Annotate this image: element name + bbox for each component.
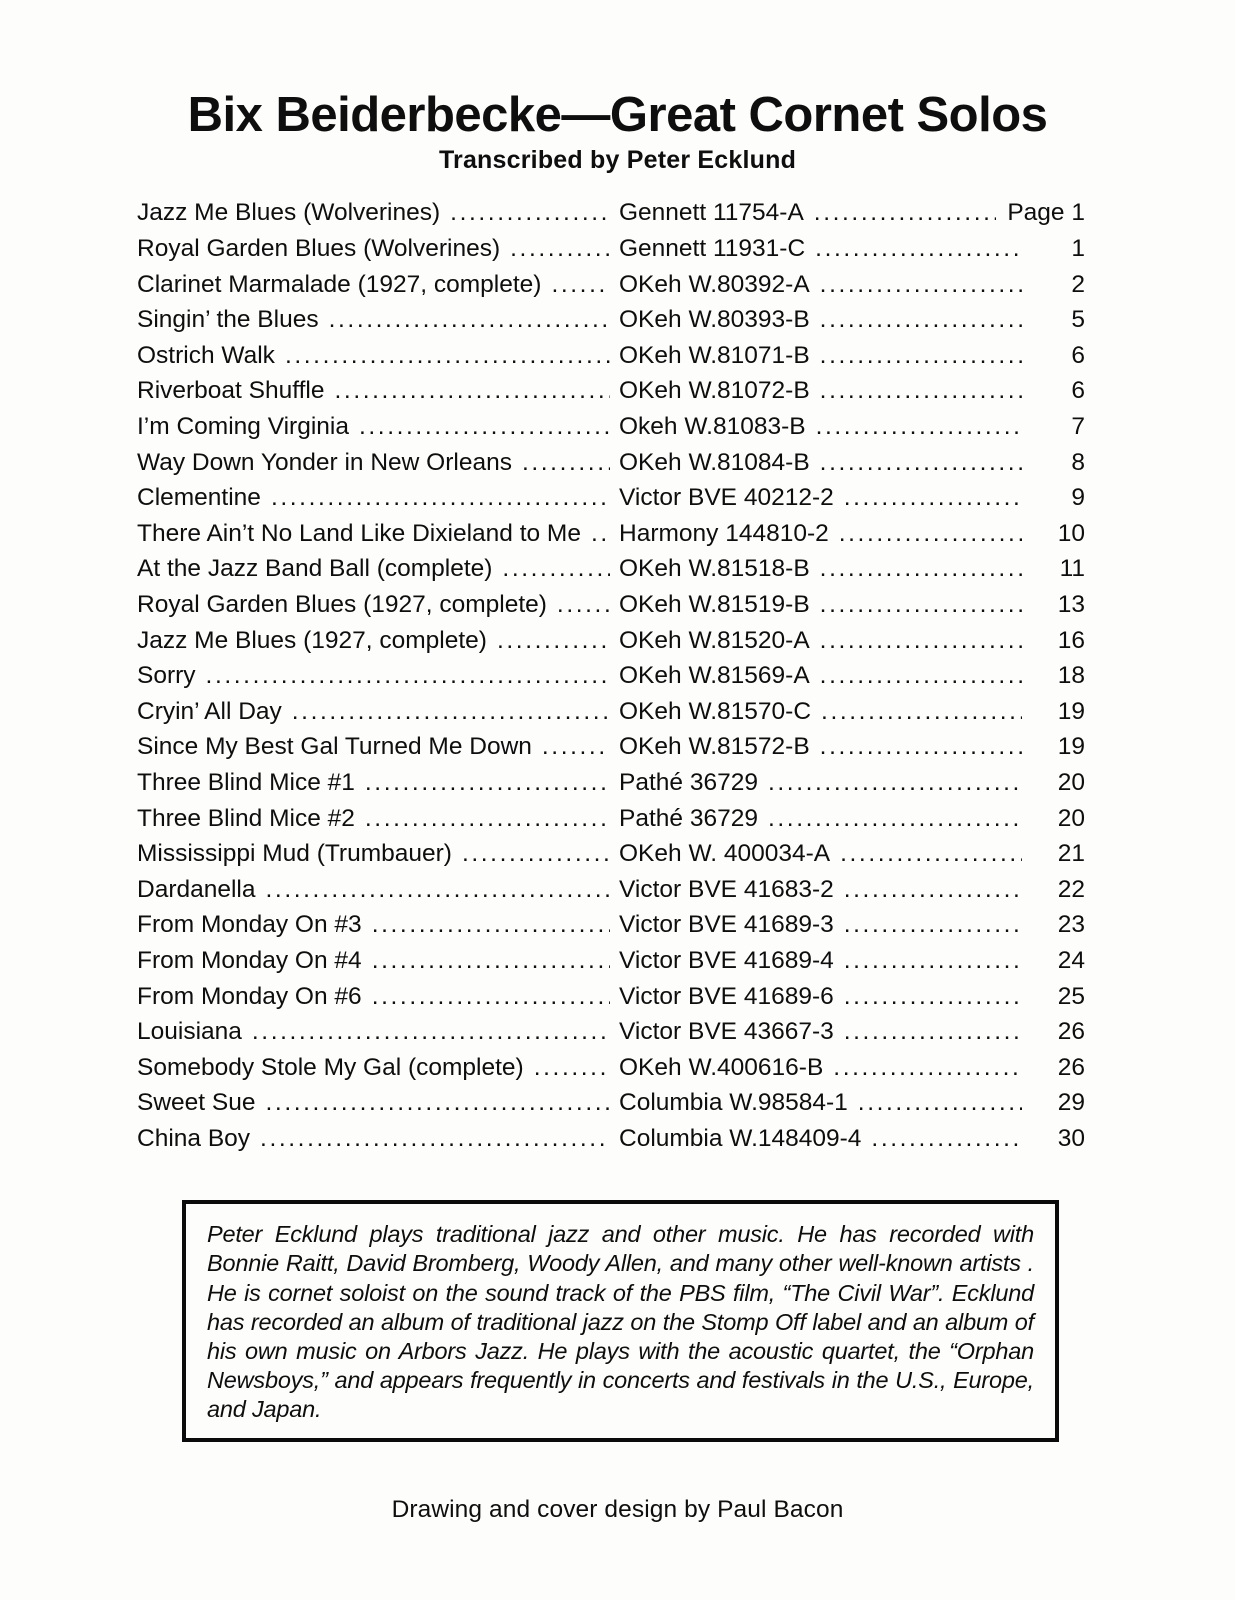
song-title: Dardanella [137, 875, 256, 903]
toc-record-column [619, 805, 1031, 833]
page-number: 23 [1057, 911, 1085, 939]
page-subtitle: Transcribed by Peter Ecklund [438, 146, 797, 175]
dot-leader [522, 449, 610, 477]
toc-record-column [619, 306, 1031, 334]
toc-row [137, 271, 1085, 307]
toc-record-column [619, 449, 1031, 477]
toc-title-column [137, 377, 619, 405]
toc-title-column [137, 342, 619, 370]
page-number: 8 [1071, 448, 1085, 476]
toc-row [137, 520, 1085, 556]
record-number: OKeh W. 400034-A [619, 840, 831, 868]
toc-title-column [137, 271, 619, 299]
dot-leader [820, 271, 1022, 299]
dot-leader [844, 876, 1022, 904]
page-number: 26 [1057, 1053, 1085, 1081]
record-number: Victor BVE 41689-3 [619, 911, 834, 939]
toc-title-column [137, 840, 619, 868]
toc-title-column [137, 449, 619, 477]
record-number: Gennett 11931-C [619, 235, 806, 263]
dot-leader [840, 840, 1022, 868]
dot-leader [820, 662, 1022, 690]
toc-record-column [619, 983, 1031, 1011]
dot-leader [858, 1089, 1022, 1117]
page-number: 1 [1071, 235, 1085, 263]
song-title: Royal Garden Blues (Wolverines) [137, 235, 501, 263]
toc-title-column [137, 199, 619, 227]
record-number: Gennett 11754-A [619, 199, 804, 227]
table-of-contents [137, 199, 1085, 1160]
toc-row [137, 983, 1085, 1019]
page-number: 29 [1057, 1089, 1085, 1117]
record-number: Victor BVE 41689-6 [619, 982, 834, 1010]
page-title: Bix Beiderbecke—Great Cornet Solos [187, 88, 1048, 142]
dot-leader [329, 306, 610, 334]
toc-row [137, 413, 1085, 449]
dot-leader [372, 911, 610, 939]
dot-leader [820, 342, 1022, 370]
dot-leader [821, 698, 1022, 726]
dot-leader [820, 306, 1022, 334]
song-title: Sorry [137, 662, 196, 690]
toc-title-column [137, 1125, 619, 1153]
toc-row [137, 769, 1085, 805]
toc-row [137, 591, 1085, 627]
toc-record-column [619, 769, 1031, 797]
page-number: 13 [1057, 590, 1085, 618]
dot-leader [206, 662, 610, 690]
dot-leader [816, 413, 1022, 441]
dot-leader [820, 449, 1022, 477]
toc-record-column [619, 271, 1031, 299]
song-title: From Monday On #3 [137, 911, 362, 939]
toc-row [137, 1125, 1085, 1161]
song-title: Somebody Stole My Gal (complete) [137, 1053, 524, 1081]
toc-title-column [137, 662, 619, 690]
page-number: 20 [1057, 768, 1085, 796]
toc-record-column [619, 342, 1031, 370]
page-number: Page 1 [1007, 199, 1085, 227]
song-title: At the Jazz Band Ball (complete) [137, 555, 493, 583]
dot-leader [372, 983, 610, 1011]
bio-text: Peter Ecklund plays traditional jazz and other music. He has recorded with Bonnie Raitt, David Bromberg, Woody Allen, and many other well-known artists . He is cornet soloist on the sound track of the PBS film, “The Civil War”. Ecklund has recorded an album of traditional jazz on the Stomp Off label and an album of his own music on Arbors Jazz. He plays with the acoustic quartet, the “Orphan Newsboys,” and appears frequently in concerts and festivals in the U.S., Europe, and Japan. [207, 1221, 1034, 1422]
dot-leader [768, 769, 1022, 797]
page-number: 6 [1071, 377, 1085, 405]
record-number: OKeh W.81570-C [619, 697, 812, 725]
toc-record-column [619, 627, 1031, 655]
page-number: 25 [1057, 982, 1085, 1010]
page-number: 7 [1071, 413, 1085, 440]
dot-leader [833, 1054, 1022, 1082]
toc-title-column [137, 733, 619, 761]
toc-record-column [619, 591, 1031, 619]
song-title: Mississippi Mud (Trumbauer) [137, 840, 452, 868]
dot-leader [292, 698, 610, 726]
toc-title-column [137, 983, 619, 1011]
dot-leader [365, 805, 610, 833]
toc-title-column [137, 555, 619, 583]
dot-leader [557, 591, 610, 619]
song-title: Riverboat Shuffle [137, 377, 325, 405]
dot-leader [260, 1125, 610, 1153]
record-number: Victor BVE 41689-4 [619, 946, 834, 974]
toc-title-column [137, 911, 619, 939]
record-number: OKeh W.80392-A [619, 270, 810, 298]
toc-row [137, 840, 1085, 876]
dot-leader [814, 199, 997, 227]
toc-row [137, 306, 1085, 342]
page-number: 26 [1057, 1018, 1085, 1046]
song-title: Clarinet Marmalade (1927, complete) [137, 270, 542, 298]
dot-leader [844, 911, 1022, 939]
toc-title-column [137, 1054, 619, 1082]
dot-leader [820, 627, 1022, 655]
dot-leader [266, 1089, 611, 1117]
toc-title-column [137, 947, 619, 975]
page-number: 5 [1071, 306, 1085, 334]
toc-row [137, 1089, 1085, 1125]
toc-title-column [137, 876, 619, 904]
toc-row [137, 733, 1085, 769]
page-number: 2 [1071, 270, 1085, 298]
page-number: 10 [1057, 519, 1085, 547]
dot-leader [359, 413, 610, 441]
dot-leader [335, 377, 611, 405]
song-title: Clementine [137, 484, 261, 512]
toc-record-column [619, 555, 1031, 583]
dot-leader [534, 1054, 610, 1082]
toc-record-column [619, 1125, 1031, 1153]
dot-leader [844, 983, 1022, 1011]
record-number: Okeh W.81083-B [619, 413, 806, 440]
song-title: Jazz Me Blues (1927, complete) [137, 626, 487, 654]
toc-record-column [619, 840, 1031, 868]
toc-title-column [137, 1018, 619, 1046]
dot-leader [450, 199, 610, 227]
toc-record-column [619, 876, 1031, 904]
toc-title-column [137, 769, 619, 797]
record-number: Pathé 36729 [619, 804, 758, 832]
toc-record-column [619, 1018, 1031, 1046]
toc-record-column [619, 377, 1031, 405]
dot-leader [820, 733, 1022, 761]
toc-row [137, 342, 1085, 378]
dot-leader [462, 840, 610, 868]
toc-title-column [137, 520, 619, 548]
record-number: OKeh W.81071-B [619, 341, 810, 369]
toc-record-column [619, 662, 1031, 690]
page-number: 19 [1057, 733, 1085, 761]
song-title: Sweet Sue [137, 1089, 256, 1117]
toc-row [137, 555, 1085, 591]
toc-row [137, 876, 1085, 912]
dot-leader [820, 377, 1022, 405]
page-number: 21 [1057, 840, 1085, 868]
page-number: 16 [1057, 626, 1085, 654]
dot-leader [502, 555, 610, 583]
toc-title-column [137, 306, 619, 334]
toc-title-column [137, 484, 619, 512]
dot-leader [844, 484, 1022, 512]
dot-leader [871, 1125, 1022, 1153]
record-number: Victor BVE 40212-2 [619, 484, 834, 512]
dot-leader [820, 591, 1022, 619]
toc-row [137, 484, 1085, 520]
song-title: Cryin’ All Day [137, 697, 282, 725]
song-title: Way Down Yonder in New Orleans [137, 448, 512, 476]
header [0, 0, 1235, 175]
dot-leader [591, 520, 610, 548]
song-title: Louisiana [137, 1018, 242, 1046]
record-number: OKeh W.81518-B [619, 555, 810, 583]
toc-title-column [137, 413, 619, 441]
dot-leader [372, 947, 610, 975]
dot-leader [844, 947, 1022, 975]
dot-leader [271, 484, 610, 512]
toc-title-column [137, 805, 619, 833]
song-title: From Monday On #6 [137, 982, 362, 1010]
record-number: OKeh W.81572-B [619, 733, 810, 761]
toc-row [137, 947, 1085, 983]
page-number: 30 [1057, 1124, 1085, 1152]
toc-row [137, 698, 1085, 734]
page-number: 19 [1057, 697, 1085, 725]
song-title: There Ain’t No Land Like Dixieland to Me [137, 519, 581, 547]
dot-leader [844, 1018, 1022, 1046]
dot-leader [820, 555, 1022, 583]
dot-leader [252, 1018, 610, 1046]
toc-record-column [619, 698, 1031, 726]
toc-title-column [137, 591, 619, 619]
dot-leader [266, 876, 611, 904]
bio-box [182, 1200, 1059, 1441]
toc-record-column [619, 484, 1031, 512]
dot-leader [497, 627, 610, 655]
toc-row [137, 805, 1085, 841]
page-number: 24 [1057, 946, 1085, 974]
song-title: From Monday On #4 [137, 946, 362, 974]
record-number: Columbia W.98584-1 [619, 1089, 848, 1117]
page-number: 20 [1057, 804, 1085, 832]
toc-record-column [619, 1054, 1031, 1082]
song-title: Three Blind Mice #1 [137, 768, 355, 796]
song-title: Ostrich Walk [137, 341, 275, 369]
page-number: 11 [1059, 555, 1085, 583]
record-number: Victor BVE 43667-3 [619, 1018, 834, 1046]
toc-record-column [619, 199, 1005, 227]
record-number: OKeh W.81569-A [619, 662, 810, 690]
record-number: OKeh W.80393-B [619, 306, 810, 334]
song-title: China Boy [137, 1124, 251, 1152]
dot-leader [768, 805, 1022, 833]
page-number: 22 [1057, 875, 1085, 903]
toc-row [137, 199, 1085, 235]
toc-row [137, 449, 1085, 485]
dot-leader [542, 733, 610, 761]
page-number: 9 [1071, 484, 1085, 512]
toc-row [137, 911, 1085, 947]
record-number: Victor BVE 41683-2 [619, 875, 834, 903]
song-title: Royal Garden Blues (1927, complete) [137, 590, 547, 618]
toc-record-column [619, 235, 1031, 263]
toc-row [137, 1054, 1085, 1090]
toc-record-column [619, 520, 1031, 548]
toc-record-column [619, 733, 1031, 761]
record-number: OKeh W.81519-B [619, 590, 810, 618]
toc-row [137, 627, 1085, 663]
dot-leader [365, 769, 610, 797]
page-number: 6 [1071, 341, 1085, 369]
record-number: OKeh W.81084-B [619, 448, 810, 476]
song-title: Jazz Me Blues (Wolverines) [137, 199, 441, 227]
dot-leader [815, 235, 1022, 263]
footer-credit: Drawing and cover design by Paul Bacon [391, 1495, 844, 1523]
record-number: Pathé 36729 [619, 768, 758, 796]
toc-record-column [619, 413, 1031, 441]
record-number: OKeh W.400616-B [619, 1053, 824, 1081]
song-title: I’m Coming Virginia [137, 413, 349, 440]
song-title: Since My Best Gal Turned Me Down [137, 733, 532, 761]
dot-leader [551, 271, 610, 299]
record-number: Harmony 144810-2 [619, 519, 829, 547]
record-number: Columbia W.148409-4 [619, 1124, 862, 1152]
toc-row [137, 1018, 1085, 1054]
record-number: OKeh W.81520-A [619, 626, 810, 654]
toc-title-column [137, 235, 619, 263]
song-title: Singin’ the Blues [137, 306, 319, 334]
dot-leader [285, 342, 610, 370]
toc-title-column [137, 698, 619, 726]
song-title: Three Blind Mice #2 [137, 804, 355, 832]
toc-row [137, 377, 1085, 413]
page-number: 18 [1057, 662, 1085, 690]
toc-record-column [619, 911, 1031, 939]
toc-title-column [137, 627, 619, 655]
record-number: OKeh W.81072-B [619, 377, 810, 405]
toc-row [137, 235, 1085, 271]
dot-leader [839, 520, 1022, 548]
toc-row [137, 662, 1085, 698]
toc-title-column [137, 1089, 619, 1117]
toc-record-column [619, 1089, 1031, 1117]
toc-record-column [619, 947, 1031, 975]
dot-leader [510, 235, 610, 263]
